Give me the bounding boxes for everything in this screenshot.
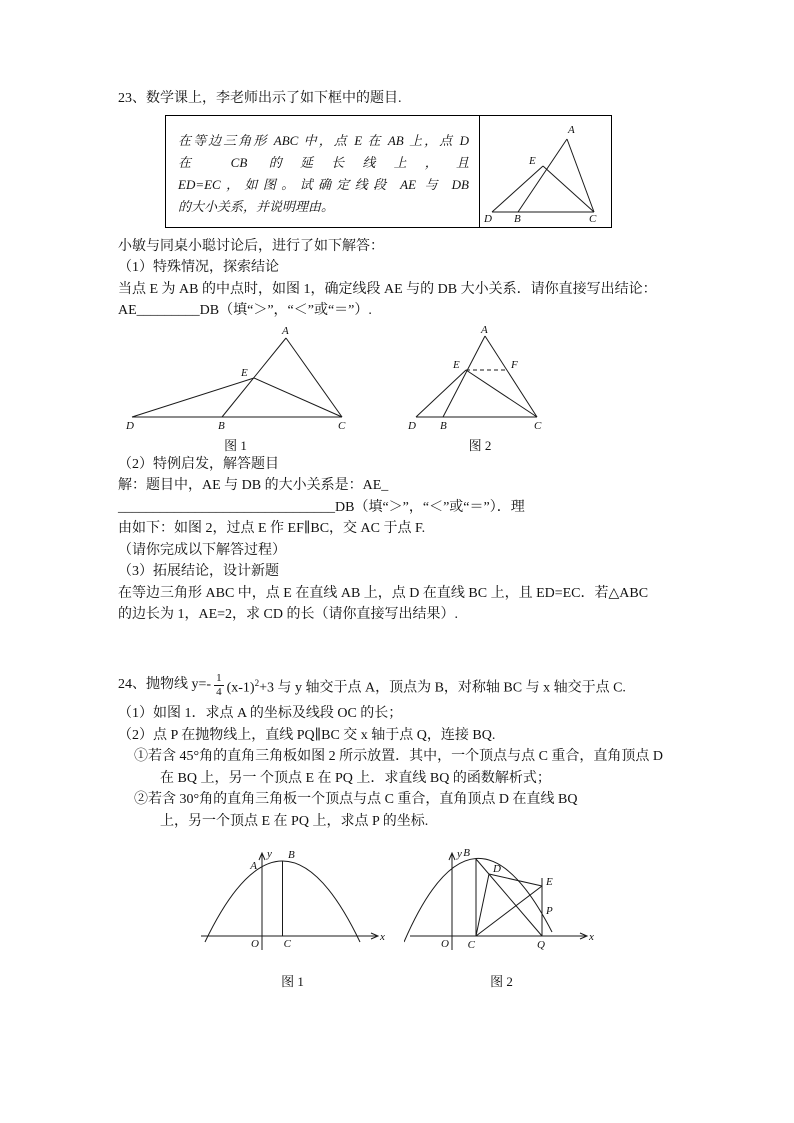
point-label-b: B <box>218 419 225 432</box>
parabola-1-wrapper <box>195 844 390 990</box>
point-label-d: D <box>493 863 501 876</box>
point-label-b: B <box>440 419 447 432</box>
figure-caption: 图 2 <box>490 974 513 990</box>
p24-title-suffix: +3 与 y 轴交于点 A，顶点为 B，对称轴 BC 与 x 轴交于点 C. <box>259 680 626 696</box>
p23-part3-line1: 在等边三角形 ABC 中，点 E 在直线 AB 上，点 D 在直线 BC 上，且 ED=EC．若△ABC <box>118 585 649 601</box>
point-label-c: C <box>467 939 475 952</box>
p23-part1-blank: AE_________DB（填“＞”，“＜”或“＝”）. <box>118 303 372 318</box>
axis-label-y: y <box>267 848 272 861</box>
axis-label-y: y <box>457 848 462 861</box>
parabola-curve <box>404 859 552 943</box>
p24-q1: （1）如图 1．求点 A 的坐标及线段 OC 的长； <box>118 706 403 722</box>
edge-ed <box>492 166 543 212</box>
box-text-line: 在 CB 的延长线上，且 <box>178 154 469 170</box>
point-label-b: B <box>513 213 521 223</box>
figure-triangle-inline <box>482 119 610 223</box>
point-label-o: O <box>441 938 449 951</box>
point-label-c: C <box>534 419 542 432</box>
box-text-line: 在等边三角形 ABC 中，点 E 在 AB 上，点 D <box>178 132 469 148</box>
figure-triangle-1 <box>118 324 353 436</box>
figure-caption: 图 2 <box>468 437 492 453</box>
edge-ed <box>416 370 466 417</box>
point-label-e: E <box>528 155 536 167</box>
problem-23 <box>118 88 678 626</box>
triangle-figures-row <box>118 324 678 454</box>
edge-ac <box>567 139 594 212</box>
p24-q2-sub1-line2: 在 BQ 上，另一 个顶点 E 在 PQ 上．求直线 BQ 的函数解析式； <box>160 770 551 786</box>
fraction <box>214 672 224 698</box>
p23-title: 23、数学课上，李老师出示了如下框中的题目. <box>118 91 402 106</box>
p24-title-mid <box>227 668 626 704</box>
figure-2-wrapper <box>405 324 555 454</box>
edge-ec <box>254 378 342 417</box>
figure-parabola-2 <box>404 844 599 972</box>
p24-q2: （2）点 P 在抛物线上，直线 PQ∥BC 交 x 轴于点 Q，连接 BQ. <box>118 727 496 743</box>
point-label-d: D <box>408 419 416 432</box>
parabola-figures-row <box>195 844 678 990</box>
fraction-numerator: 1 <box>216 672 222 685</box>
p24-q2-sub1-line1: ①若含 45°角的直角三角板如图 2 所示放置．其中，一个顶点与点 C 重合，直角顶点 D <box>134 749 664 765</box>
p23-part2-line1: 解：题目中，AE 与 DB 的大小关系是：AE_ <box>118 478 389 493</box>
p23-part2-head: （2）特例启发，解答题目 <box>118 456 279 472</box>
point-label-e: E <box>241 366 248 379</box>
edge-ec <box>466 370 537 417</box>
point-label-e: E <box>453 358 460 371</box>
point-label-c: C <box>283 938 291 951</box>
segment-cd <box>476 874 489 936</box>
point-label-p: P <box>546 905 553 918</box>
axis-label-x: x <box>380 931 385 944</box>
figure-1-wrapper <box>118 324 353 454</box>
p23-discussion: 小敏与同桌小聪讨论后，进行了如下解答： <box>118 238 384 254</box>
figure-caption: 图 1 <box>281 974 304 990</box>
p23-part1-head: （1）特殊情况，探索结论 <box>118 260 279 275</box>
edge-ed <box>132 378 254 417</box>
edge-ab <box>518 139 567 212</box>
p23-part2-line3: 由如下：如图 2，过点 E 作 EF∥BC，交 AC 于点 F. <box>118 521 426 536</box>
p24-q2-sub2-line2: 上，另一个顶点 E 在 PQ 上，求点 P 的坐标. <box>160 813 429 829</box>
figure-parabola-1 <box>195 844 390 972</box>
point-label-a: A <box>567 124 575 136</box>
p23-part3-head: （3）拓展结论，设计新题 <box>118 564 279 579</box>
figure-triangle-2 <box>405 324 555 436</box>
p24-title-exponent: 2 <box>254 677 260 688</box>
point-label-q: Q <box>537 939 545 952</box>
point-label-e: E <box>546 876 553 889</box>
point-label-f: F <box>511 358 518 371</box>
box-text-line: 的大小关系，并说明理由。 <box>178 198 335 214</box>
p24-title-expr: (x-1) <box>226 680 255 696</box>
parabola-2-wrapper <box>404 844 599 990</box>
problem-box <box>165 115 612 228</box>
edge-ac <box>485 336 537 417</box>
point-label-b: B <box>288 849 295 862</box>
p24-title-prefix: 24、抛物线 y=- <box>118 677 212 693</box>
edge-ab <box>443 336 485 417</box>
p24-q2-sub2-line1: ②若含 30°角的直角三角板一个顶点与点 C 重合，直角顶点 D 在直线 BQ <box>134 792 578 808</box>
problem-box-figure <box>479 116 611 227</box>
point-label-b: B <box>463 847 470 860</box>
point-label-o: O <box>251 938 259 951</box>
point-label-d: D <box>483 213 492 223</box>
point-label-a: A <box>250 860 257 873</box>
p24-title <box>118 668 678 704</box>
p23-part3-line2: 的边长为 1，AE=2，求 CD 的长（请你直接写出结果）. <box>118 607 459 622</box>
edge-ac <box>286 338 342 417</box>
problem-box-text <box>166 116 479 227</box>
p23-part2-line2: _______________________________DB（填“＞”，“＜”或“＝”）．理 <box>118 499 525 515</box>
segment-ce <box>476 886 542 936</box>
box-text-line: ED=EC，如图。试确定线段 AE 与 DB <box>178 176 469 192</box>
point-label-c: C <box>588 213 596 223</box>
problem-24 <box>118 668 678 991</box>
point-label-c: C <box>338 419 346 432</box>
figure-caption: 图 1 <box>224 437 247 453</box>
axis-label-x: x <box>589 931 594 944</box>
p23-part2-line4: （请你完成以下解答过程） <box>118 542 286 558</box>
edge-ec <box>543 166 594 212</box>
point-label-a: A <box>282 324 289 337</box>
edge-ab <box>222 338 286 417</box>
fraction-denominator: 4 <box>216 685 222 698</box>
p23-part1-line: 当点 E 为 AB 的中点时，如图 1，确定线段 AE 与的 DB 大小关系．请你直接写出结论： <box>118 281 657 297</box>
point-label-a: A <box>481 323 488 336</box>
point-label-d: D <box>126 419 134 432</box>
